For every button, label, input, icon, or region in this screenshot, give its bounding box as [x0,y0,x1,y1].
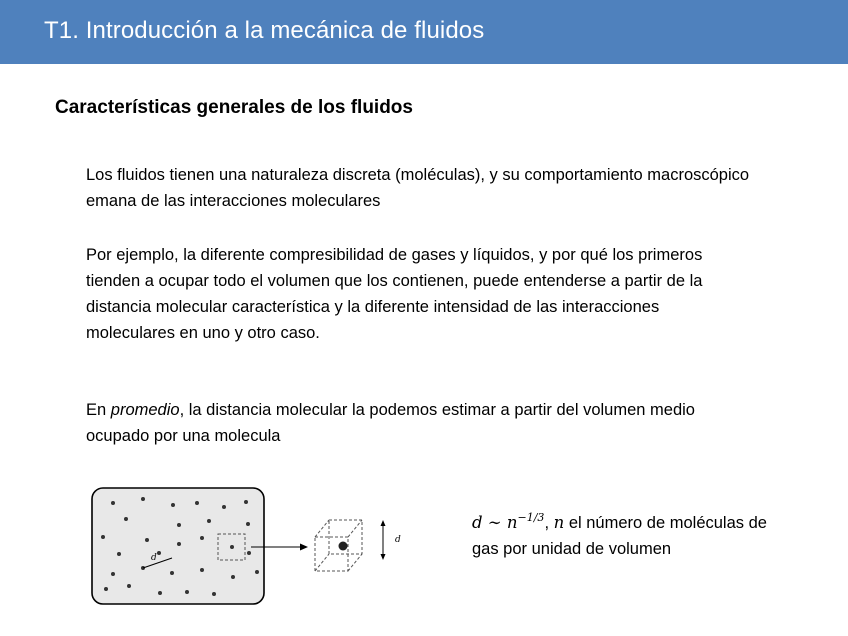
unit-cube [315,520,362,571]
slide-title: T1. Introducción a la mecánica de fluidos [44,17,485,44]
formula-exponent: −1/3 [517,511,545,524]
p3-post: , la distancia molecular la podemos estimar a partir del volumen medio ocupado por una molecula [86,401,695,445]
cube-label: d [395,535,401,545]
section-heading: Características generales de los fluidos [55,97,413,118]
paragraph-average-distance [86,397,726,449]
p3-emphasis: promedio [110,401,180,419]
paragraph-compressibility: Por ejemplo, la diferente compresibilidad de gases y líquidos, y por qué los primeros tienden a ocupar todo el volumen que los contienen, puede entenderse a partir de la distancia molecular característica y la diferente intensidad de las interacciones moleculares en uno y otro caso. [86,246,703,342]
paragraph-discrete-nature: Los fluidos tienen una naturaleza discreta (moléculas), y su comportamiento macroscópico emana de las interacciones moleculares [86,166,750,210]
distance-label: d [151,553,157,563]
cube-molecule [339,542,348,551]
formula-text: el número de moléculas de gas por unidad de volumen [472,514,767,558]
title-banner [0,0,848,64]
p3-pre: En [86,401,111,419]
molecular-distance-illustration [86,482,416,612]
formula-var: n [553,513,565,532]
formula-lhs: d ∼ n [472,513,518,532]
formula-block [472,505,772,562]
gas-container [92,488,264,604]
formula-sep: , [544,514,554,532]
